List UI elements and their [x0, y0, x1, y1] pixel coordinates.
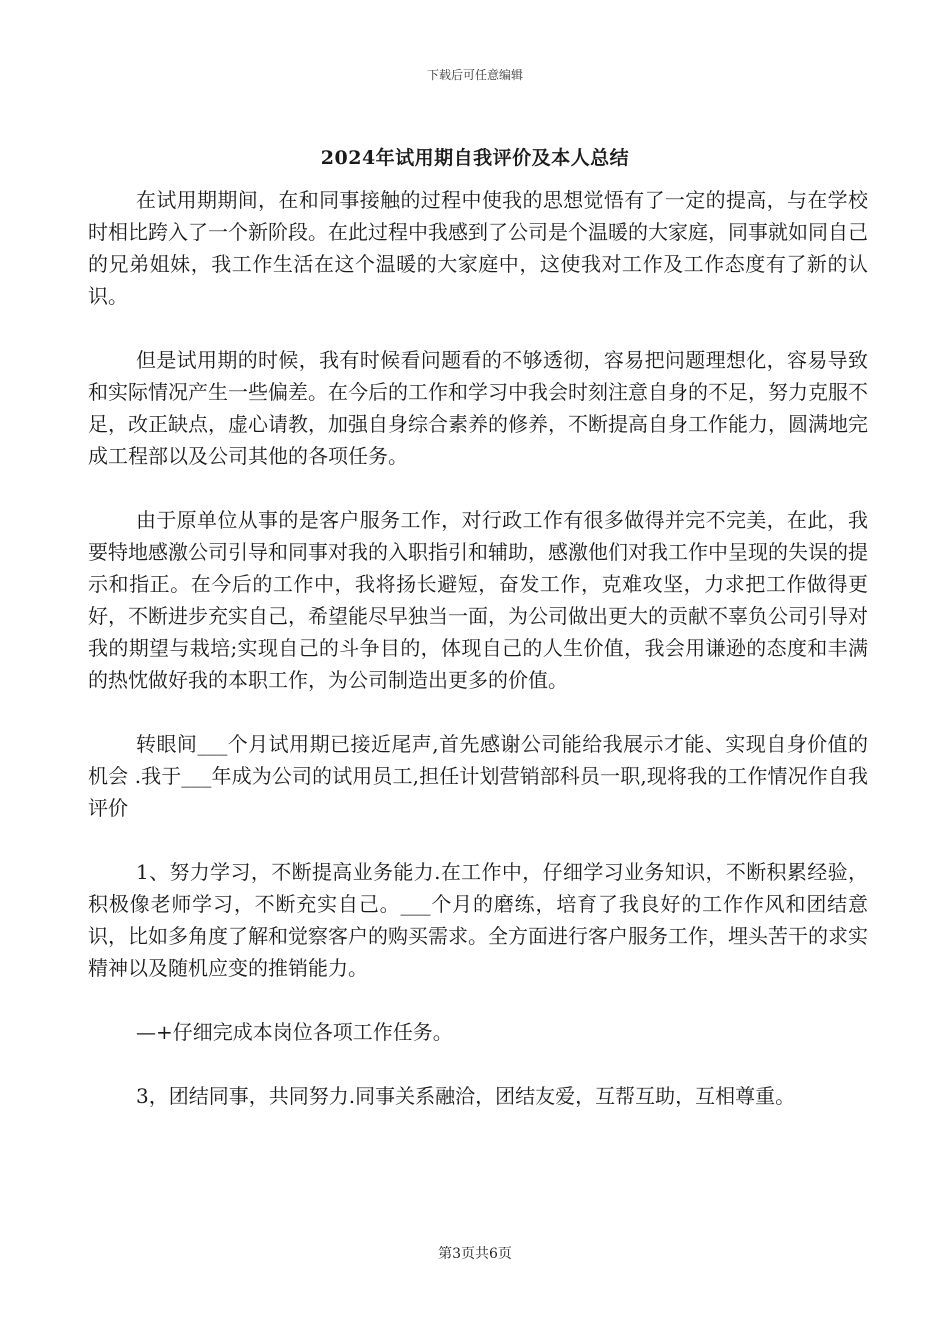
paragraph-6: —+仔细完成本岗位各项工作任务。	[136, 1020, 453, 1044]
document-title: 2024年试用期自我评价及本人总结	[320, 147, 630, 169]
page-number-footer: 第3页共6页	[438, 1246, 512, 1262]
paragraph-4: 转眼间___个月试用期已接近尾声,首先感谢公司能给我展示才能、实现自身价值的机会 .我于___年成为公司的试用员工,担任计划营销部科员一职,现将我的工作情况作自我评价	[88, 732, 868, 820]
paragraph-3: 由于原单位从事的是客户服务工作，对行政工作有很多做得并完不完美，在此，我要特地感激公司引导和同事对我的入职指引和辅助，感激他们对我工作中呈现的失误的提示和指正。在今后的工作中，我将扬长避短，奋发工作，克难攻坚，力求把工作做得更好，不断进步充实自己，希望能尽早独当一面，为公司做出更大的贡献不辜负公司引导对我的期望与栽培;实现自己的斗争目的，体现自己的人生价值，我会用谦逊的态度和丰满的热忱做好我的本职工作，为公司制造出更多的价值。	[88, 508, 868, 692]
paragraph-7: 3，团结同事，共同努力.同事关系融洽，团结友爱，互帮互助，互相尊重。	[136, 1084, 796, 1108]
paragraph-1: 在试用期期间，在和同事接触的过程中使我的思想觉悟有了一定的提高，与在学校时相比跨入了一个新阶段。在此过程中我感到了公司是个温暖的大家庭，同事就如同自己的兄弟姐妹，我工作生活在这个温暖的大家庭中，这使我对工作及工作态度有了新的认识。	[88, 188, 868, 308]
paragraph-5: 1、努力学习，不断提高业务能力.在工作中，仔细学习业务知识，不断积累经验，积极像老师学习，不断充实自己。___个月的磨练，培育了我良好的工作作风和团结意识，比如多角度了解和觉察客户的购买需求。全方面进行客户服务工作，埋头苦干的求实精神以及随机应变的推销能力。	[88, 860, 868, 980]
document-body	[88, 184, 868, 1144]
header-note: 下载后可任意编辑	[426, 68, 523, 82]
paragraph-2: 但是试用期的时候，我有时候看问题看的不够透彻，容易把问题理想化，容易导致和实际情况产生一些偏差。在今后的工作和学习中我会时刻注意自身的不足，努力克服不足，改正缺点，虚心请教，加强自身综合素养的修养，不断提高自身工作能力，圆满地完成工程部以及公司其他的各项任务。	[88, 348, 868, 468]
